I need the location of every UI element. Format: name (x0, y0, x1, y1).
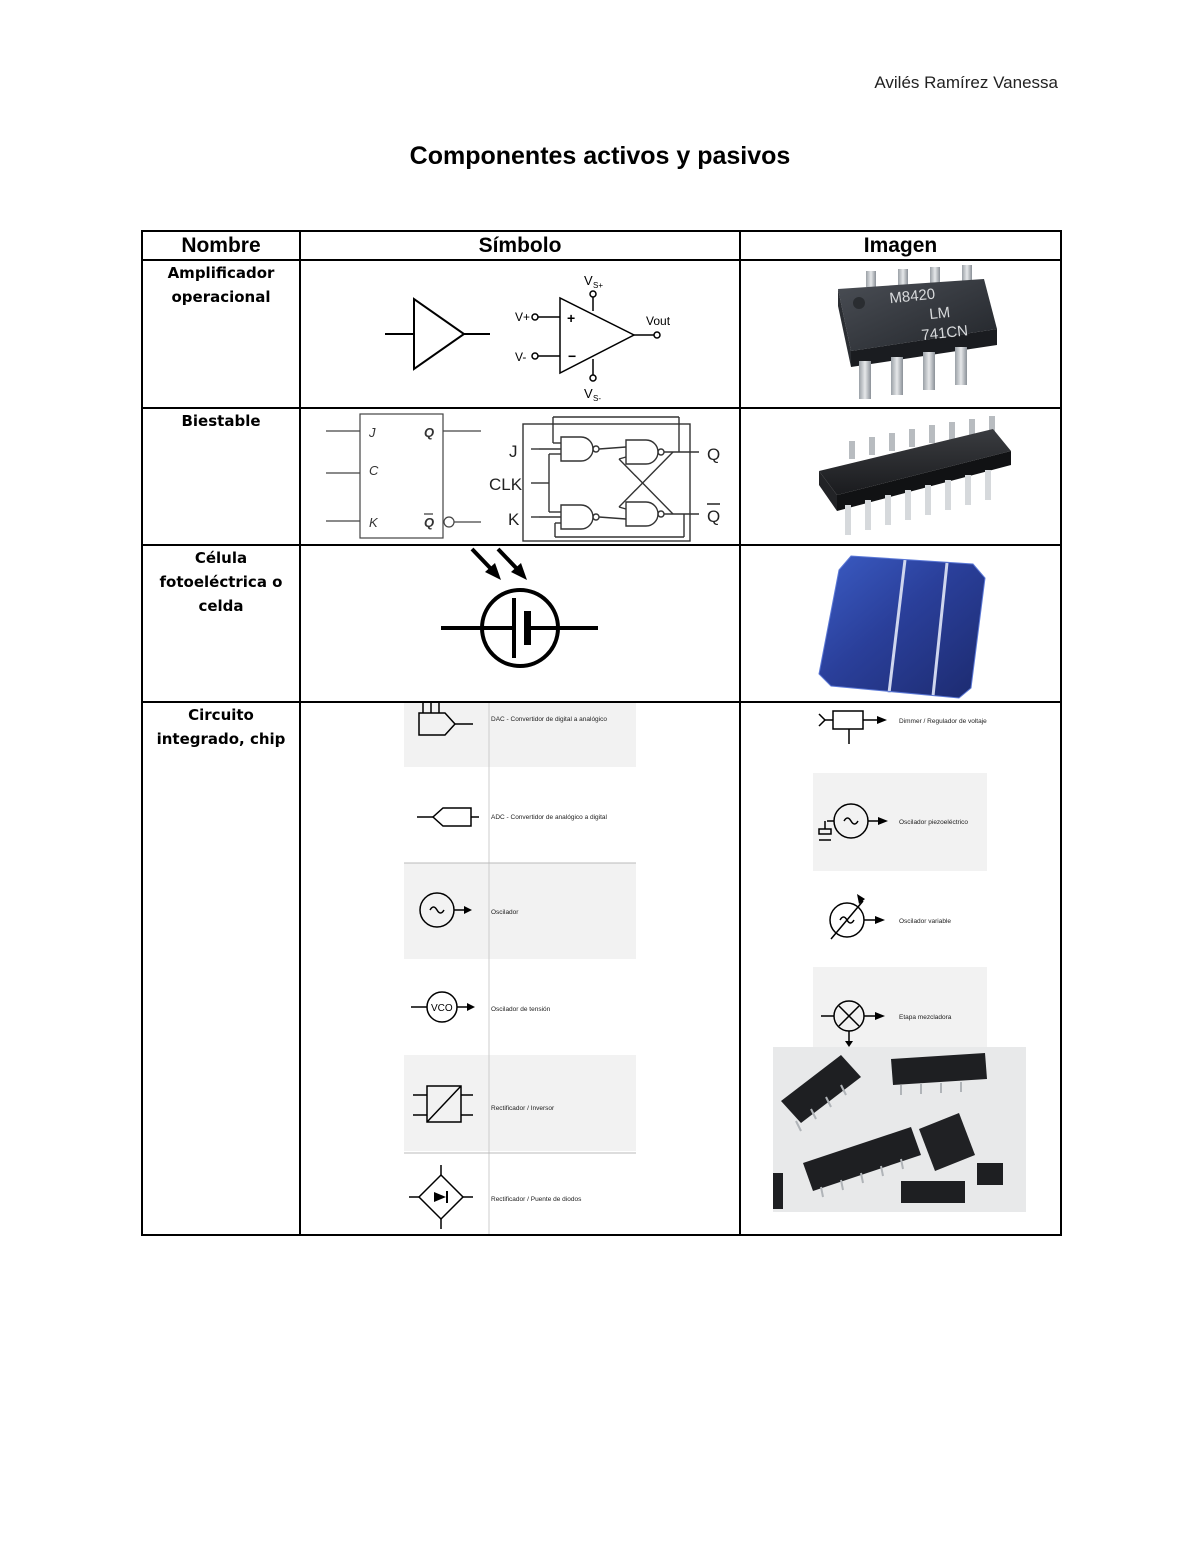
header-name: Nombre (142, 231, 300, 260)
row-name-biestable: Biestable (142, 408, 300, 545)
vs-bottom-sub: S- (593, 394, 601, 403)
ic-symbol-label-adc: ADC - Convertidor de analógico a digital (491, 814, 607, 821)
header-row (142, 231, 1061, 260)
flipflop-symbol-cell (300, 408, 740, 545)
page-title: Componentes activos y pasivos (409, 142, 791, 170)
vs-top-label: V (584, 273, 593, 288)
ic-symbol-label-bridge: Rectificador / Puente de diodos (491, 1196, 582, 1203)
ff-q-label: Q (424, 425, 435, 440)
ic-symbols-cell (300, 702, 740, 1235)
ic-symbol-label-vco: Oscilador de tensión (491, 1006, 551, 1013)
ic-chips-photo (773, 1047, 1026, 1212)
ff-k-label: K (369, 515, 378, 530)
solar-cell-image (741, 546, 1060, 701)
chip-marking-3: 741CN (920, 322, 969, 345)
table-row (142, 408, 1061, 545)
opamp-symbol-cell (300, 260, 740, 408)
row-name-ic: Circuito integrado, chip (142, 702, 300, 1235)
chip-marking-2: LM (928, 304, 951, 324)
dip8-chip-image (741, 261, 1060, 407)
ic-symbols-diagram (301, 703, 739, 1234)
ic-symbol-label-rect: Rectificador / Inversor (491, 1105, 555, 1112)
ic-image-label-varosc: Oscilador variable (899, 918, 952, 925)
chip-marking-1: M8420 (888, 285, 937, 308)
vminus-label: V- (515, 350, 527, 364)
opamp-symbol-diagram (301, 261, 739, 407)
ff2-q-label: Q (707, 445, 721, 464)
author-name: Avilés Ramírez Vanessa (874, 73, 1058, 92)
components-table (141, 230, 1062, 1236)
row-name-opamp: Amplificador operacional (142, 260, 300, 408)
table-row (142, 260, 1061, 408)
photocell-symbol-diagram (301, 546, 739, 701)
photocell-symbol-cell (300, 545, 740, 702)
ic-image-label-piezo: Oscilador piezoeléctrico (899, 819, 969, 826)
minus-sign: − (568, 348, 577, 364)
photocell-image-cell (740, 545, 1061, 702)
ff2-qbar-label: Q (707, 507, 721, 526)
header-symbol: Símbolo (300, 231, 740, 260)
dip16-chip-image (741, 409, 1060, 544)
table-row (142, 702, 1061, 1235)
ic-image-label-dimmer: Dimmer / Regulador de voltaje (899, 718, 987, 725)
ff2-j-label: J (509, 442, 518, 461)
ff-c-label: C (369, 463, 379, 478)
ff-j-label: J (369, 425, 376, 440)
ff-qbar-label: Q (424, 515, 435, 530)
table-row (142, 545, 1061, 702)
ic-image-label-mixer: Etapa mezcladora (899, 1014, 952, 1021)
flipflop-symbol-diagram (301, 409, 739, 544)
opamp-image-cell (740, 260, 1061, 408)
vplus-label: V+ (515, 310, 531, 324)
plus-sign: + (567, 310, 576, 326)
vco-inner-label: VCO (431, 1003, 453, 1014)
vs-bottom-label: V (584, 386, 593, 401)
vs-top-sub: S+ (593, 281, 604, 290)
ff2-clk-label: CLK (489, 475, 523, 494)
biestable-image-cell (740, 408, 1061, 545)
ic-images-diagram (741, 703, 1060, 1234)
ic-images-cell (740, 702, 1061, 1235)
ic-symbol-label-dac: DAC - Convertidor de digital a analógico (491, 716, 607, 723)
vout-label: Vout (646, 314, 671, 328)
row-name-photocell: Célula fotoeléctrica o celda (142, 545, 300, 702)
ff2-k-label: K (508, 510, 520, 529)
header-image: Imagen (740, 231, 1061, 260)
ic-symbol-label-osc: Oscilador (491, 909, 519, 916)
